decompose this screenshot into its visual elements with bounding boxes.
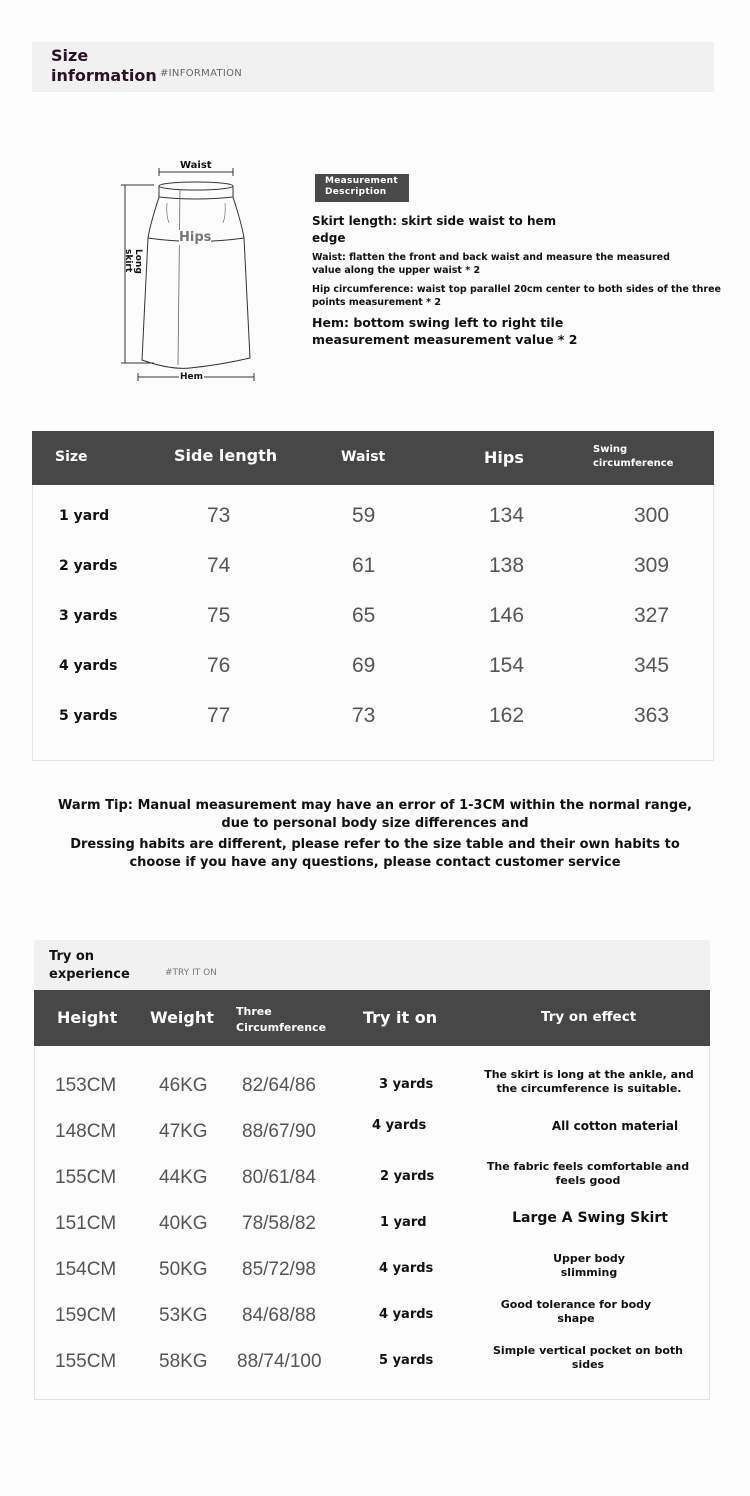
header-swing-line1: Swing: [593, 444, 628, 455]
table-row: [35, 1154, 709, 1200]
skirt-length-description: Skirt length: skirt side waist to hem edge: [312, 214, 557, 245]
cell-swing: 327: [634, 604, 670, 627]
cell-height: 151CM: [55, 1213, 117, 1234]
table-row: [33, 591, 713, 641]
long-skirt-label: [113, 249, 143, 279]
cell-effect: All cotton material: [551, 1119, 679, 1133]
cell-side-length: 76: [207, 654, 231, 677]
cell-side-length: 77: [207, 704, 231, 727]
cell-three: 82/64/86: [242, 1075, 316, 1096]
cell-side-length: 74: [207, 554, 231, 577]
cell-side-length: 75: [207, 604, 231, 627]
size-table: [32, 431, 714, 761]
header-swing: [593, 443, 673, 471]
cell-swing: 363: [634, 704, 670, 727]
table-row: [33, 691, 713, 741]
header-three-circumference: [236, 1004, 326, 1036]
table-row: [33, 641, 713, 691]
cell-three: 88/67/90: [242, 1121, 316, 1142]
long-label: Long: [133, 249, 143, 274]
cell-height: 159CM: [55, 1305, 117, 1326]
warm-tip-line3: Dressing habits are different, please refer to the size table and their own habits to: [70, 837, 680, 852]
table-row: [35, 1200, 709, 1246]
cell-size: 4 yards: [59, 658, 118, 674]
cell-weight: 40KG: [159, 1213, 208, 1234]
size-info-tag: #INFORMATION: [160, 68, 243, 79]
size-info-title-line2: information: [51, 66, 157, 85]
header-side-length: Side length: [174, 446, 278, 465]
table-row: [35, 1108, 709, 1154]
header-waist: Waist: [341, 449, 386, 465]
size-info-header: [32, 42, 714, 92]
cell-swing: 309: [634, 554, 670, 577]
cell-hips: 162: [489, 704, 525, 727]
cell-weight: 46KG: [159, 1075, 208, 1096]
cell-size: 5 yards: [59, 708, 118, 724]
cell-three: 84/68/88: [242, 1305, 316, 1326]
table-row: [35, 1338, 709, 1384]
cell-waist: 59: [352, 504, 376, 527]
cell-size: 3 yards: [59, 608, 118, 624]
table-row: [35, 1292, 709, 1338]
cell-size: 2 yards: [380, 1169, 435, 1184]
cell-hips: 146: [489, 604, 525, 627]
cell-size: 3 yards: [379, 1077, 434, 1092]
cell-hips: 134: [489, 504, 525, 527]
hem-label: Hem: [180, 372, 204, 382]
cell-effect: Simple vertical pocket on both sides: [493, 1344, 683, 1371]
try-on-header: [34, 940, 710, 990]
header-try-it-on: Try it on: [363, 1008, 438, 1027]
cell-weight: 47KG: [159, 1121, 208, 1142]
table-row: [33, 541, 713, 591]
size-info-title-line1: Size: [51, 46, 89, 65]
cell-size: 4 yards: [379, 1307, 434, 1322]
hem-description: Hem: bottom swing left to right tile measurement measurement value * 2: [312, 315, 578, 347]
cell-waist: 65: [352, 604, 376, 627]
cell-height: 153CM: [55, 1075, 117, 1096]
header-three-line2: Circumference: [236, 1021, 327, 1034]
cell-height: 148CM: [55, 1121, 117, 1142]
cell-hips: 154: [489, 654, 525, 677]
try-on-tag: #TRY IT ON: [165, 968, 217, 978]
cell-effect: Upper body slimming: [553, 1252, 625, 1279]
cell-weight: 44KG: [159, 1167, 208, 1188]
warm-tip-line4: choose if you have any questions, please contact customer service: [129, 855, 621, 870]
cell-height: 155CM: [55, 1351, 117, 1372]
cell-size: 4 yards: [379, 1261, 434, 1276]
badge-line1: Measurement: [325, 176, 398, 186]
cell-hips: 138: [489, 554, 525, 577]
header-height: Height: [57, 1008, 118, 1027]
cell-effect: The fabric feels comfortable and feels good: [486, 1160, 690, 1187]
cell-three: 80/61/84: [242, 1167, 316, 1188]
badge-line2: Description: [325, 187, 387, 197]
try-on-title: [49, 948, 130, 984]
cell-effect: The skirt is long at the ankle, and the circumference is suitable.: [484, 1068, 694, 1095]
cell-effect: Good tolerance for body shape: [500, 1298, 652, 1325]
cell-swing: 300: [634, 504, 670, 527]
try-on-title-line2: experience: [49, 967, 130, 982]
try-on-table: [34, 990, 710, 1400]
cell-three: 78/58/82: [242, 1213, 316, 1234]
cell-side-length: 73: [207, 504, 231, 527]
cell-size: 1 yard: [59, 508, 110, 524]
table-row: [33, 491, 713, 541]
cell-weight: 50KG: [159, 1259, 208, 1280]
header-swing-line2: circumference: [593, 458, 674, 469]
cell-waist: 69: [352, 654, 376, 677]
header-hips: Hips: [484, 448, 524, 467]
hip-description: Hip circumference: waist top parallel 20cm center to both sides of the three points measurement * 2: [312, 284, 721, 308]
try-on-table-header: [34, 990, 710, 1046]
cell-size: 2 yards: [59, 558, 118, 574]
waist-label: Waist: [180, 160, 212, 171]
cell-three: 85/72/98: [242, 1259, 316, 1280]
hips-label: Hips: [179, 230, 212, 245]
cell-height: 155CM: [55, 1167, 117, 1188]
cell-size: 1 yard: [380, 1215, 427, 1230]
cell-height: 154CM: [55, 1259, 117, 1280]
header-try-on-effect: Try on effect: [541, 1009, 637, 1025]
try-on-title-line1: Try on: [49, 949, 95, 964]
warm-tip-line1: Warm Tip: Manual measurement may have an error of 1-3CM within the normal range,: [58, 798, 692, 813]
cell-waist: 61: [352, 554, 376, 577]
cell-three: 88/74/100: [237, 1351, 322, 1372]
skirt-label: skirt: [123, 249, 133, 273]
cell-weight: 58KG: [159, 1351, 208, 1372]
waist-description: Waist: flatten the front and back waist and measure the measured value along the upper waist * 2: [312, 252, 670, 276]
header-three-line1: Three: [236, 1005, 272, 1018]
warm-tip-line2: due to personal body size differences and: [221, 816, 529, 831]
cell-swing: 345: [634, 654, 670, 677]
table-row: [35, 1246, 709, 1292]
cell-effect: Large A Swing Skirt: [512, 1210, 668, 1226]
size-info-title: [51, 46, 157, 86]
cell-size: 4 yards: [372, 1118, 427, 1133]
cell-size: 5 yards: [379, 1353, 434, 1368]
cell-weight: 53KG: [159, 1305, 208, 1326]
size-table-header: [32, 431, 714, 485]
header-weight: Weight: [150, 1008, 214, 1027]
cell-waist: 73: [352, 704, 376, 727]
header-size: Size: [55, 449, 88, 465]
table-row: [35, 1062, 709, 1108]
measurement-description-badge: [315, 174, 409, 202]
skirt-diagram: [110, 155, 270, 390]
